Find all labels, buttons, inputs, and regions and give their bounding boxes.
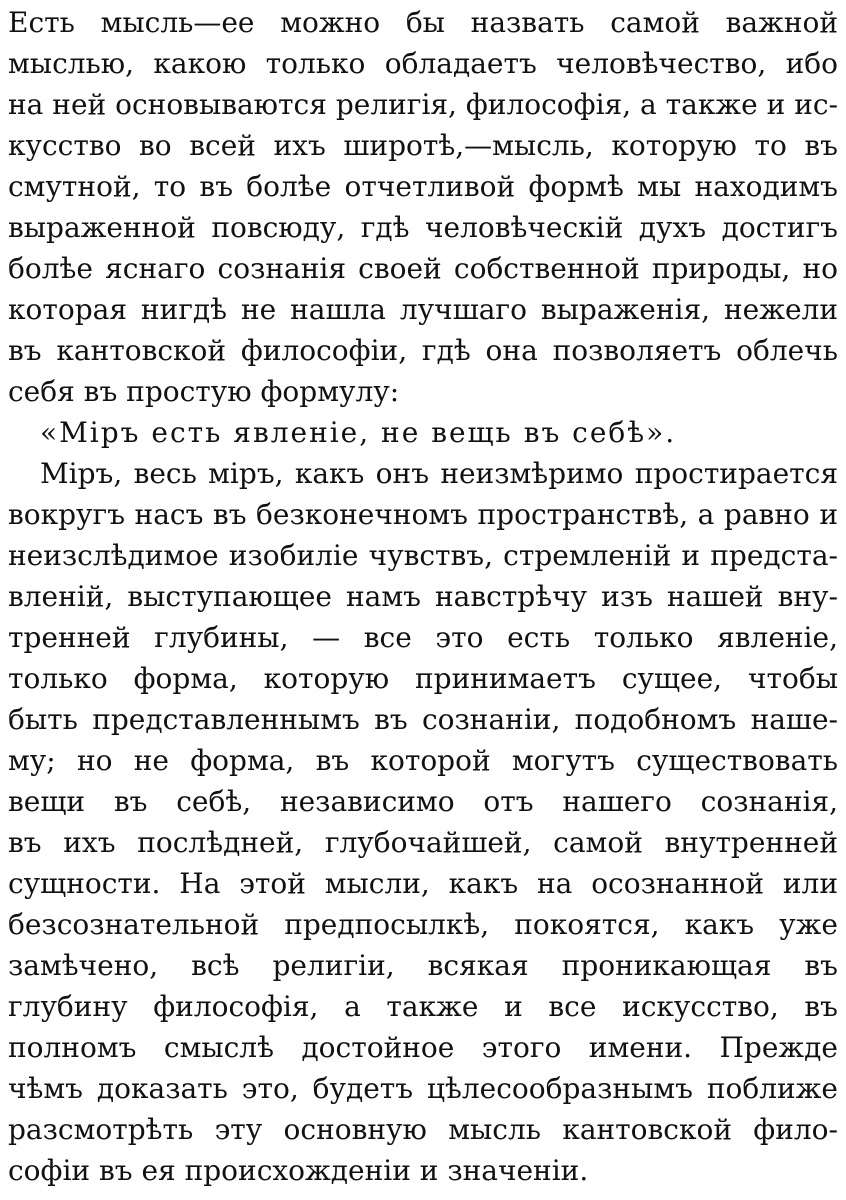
text-line-1: Есть мысль—ее можно бы назвать самой важной — [8, 6, 838, 39]
emphasized-formula-line: «Міръ есть явленіе, не вещь въ себѣ». — [40, 416, 677, 449]
text-line-20: вещи въ себѣ, независимо отъ нашего сознанія, — [8, 785, 838, 818]
text-line-15: вленій, выступающее намъ навстрѣчу изъ нашей вну- — [8, 580, 838, 613]
text-line-2: мыслью, какою только обладаетъ человѣчество, ибо — [8, 47, 838, 80]
text-line-8: которая нигдѣ не нашла лучшаго выраженія, нежели — [8, 293, 838, 326]
document-page — [8, 2, 838, 1198]
text-line-3: на ней основываются религія, философія, а также и ис- — [8, 88, 838, 121]
text-line-26: полномъ смыслѣ достойное этого имени. Прежде — [8, 1031, 838, 1064]
text-line-16: тренней глубины, — все это есть только явленіе, — [8, 621, 838, 654]
text-line-27: чѣмъ доказать это, будетъ цѣлесообразнымъ поближе — [8, 1072, 838, 1105]
text-line-13: вокругъ насъ въ безконечномъ пространствѣ, а равно и — [8, 498, 838, 531]
text-line-6: выраженной повсюду, гдѣ человѣческій духъ достигъ — [8, 211, 838, 244]
text-line-24: замѣчено, всѣ религіи, всякая проникающая въ — [8, 949, 838, 982]
text-line-7: болѣе яснаго сознанія своей собственной природы, но — [8, 252, 838, 285]
text-line-18: быть представленнымъ въ сознаніи, подобномъ наше- — [8, 703, 838, 736]
text-line-9: въ кантовской философіи, гдѣ она позволяетъ облечь — [8, 334, 838, 367]
text-line-22: сущности. На этой мысли, какъ на осознанной или — [8, 867, 838, 900]
text-line-12: Міръ, весь міръ, какъ онъ неизмѣримо простирается — [40, 457, 838, 490]
text-line-23: безсознательной предпосылкѣ, покоятся, какъ уже — [8, 908, 838, 941]
text-line-19: му; но не форма, въ которой могутъ существовать — [8, 744, 838, 777]
text-line-17: только форма, которую принимаетъ сущее, чтобы — [8, 662, 838, 695]
text-line-14: неизслѣдимое изобиліе чувствъ, стремленій и предста- — [8, 539, 838, 572]
text-line-4: кусство во всей ихъ широтѣ,—мысль, которую то въ — [8, 129, 838, 162]
text-line-5: смутной, то въ болѣе отчетливой формѣ мы находимъ — [8, 170, 838, 203]
text-line-25: глубину философія, а также и все искусство, въ — [8, 990, 838, 1023]
text-line-29: софіи въ ея происхожденіи и значеніи. — [8, 1154, 589, 1187]
text-line-28: разсмотрѣть эту основную мысль кантовской фило- — [8, 1113, 838, 1146]
text-line-21: въ ихъ послѣдней, глубочайшей, самой внутренней — [8, 826, 838, 859]
text-line-10: себя въ простую формулу: — [8, 375, 400, 408]
